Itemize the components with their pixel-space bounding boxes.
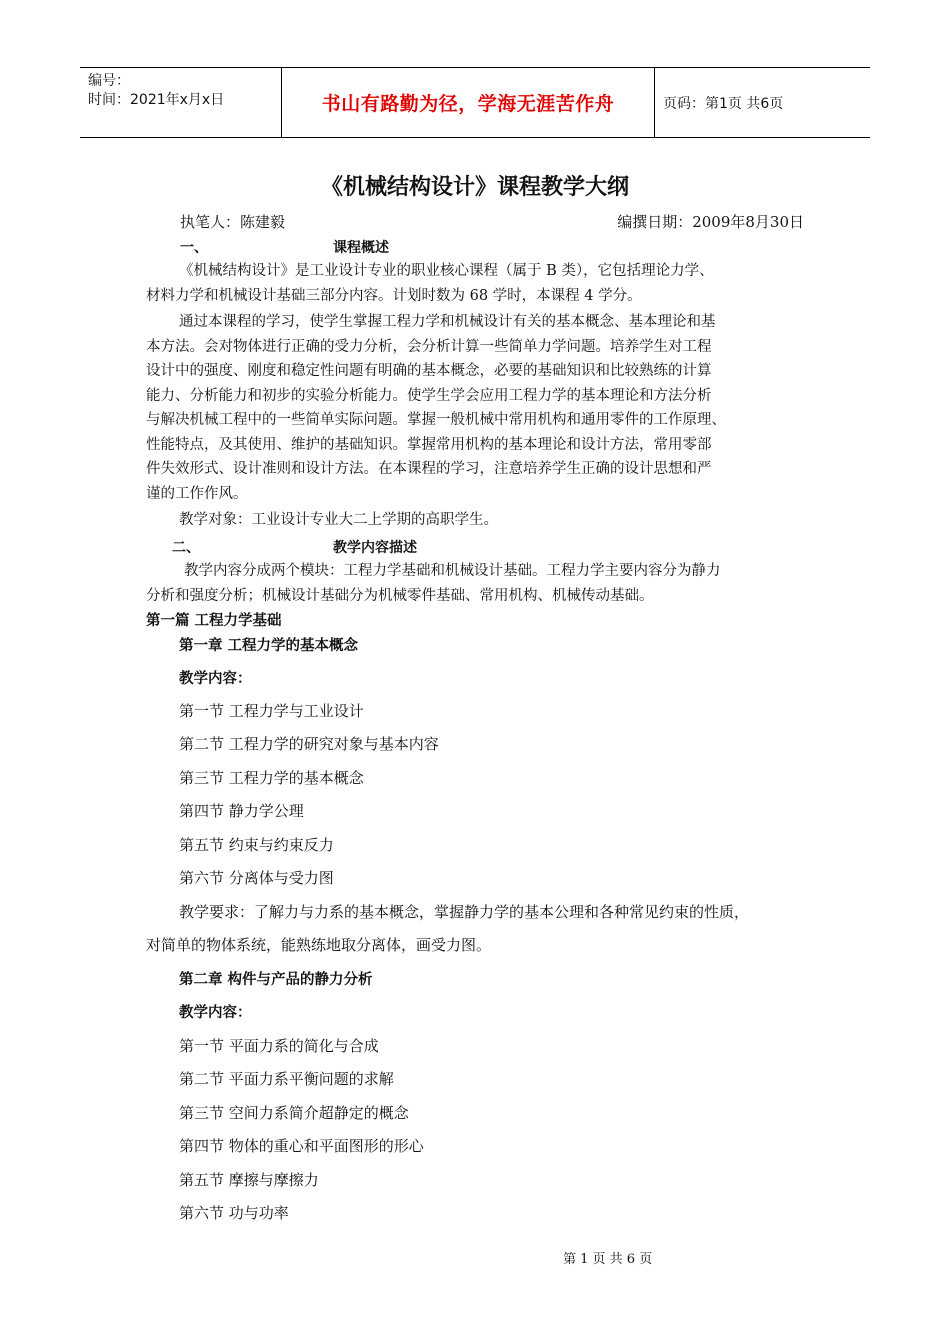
date-line: 编撰日期：2009年8月30日 bbox=[617, 213, 804, 231]
paragraph-overview bbox=[146, 259, 816, 308]
ch1-item-4: 第四节 静力学公理 bbox=[179, 802, 304, 820]
section-2-title: 教学内容描述 bbox=[333, 540, 417, 556]
ch1-item-2: 第二节 工程力学的研究对象与基本内容 bbox=[179, 735, 439, 753]
header-page-cell bbox=[655, 68, 870, 137]
time-label: 时间：2021年x月x日 bbox=[88, 92, 225, 108]
page-footer: 第 1 页 共 6 页 bbox=[563, 1252, 653, 1267]
header-table bbox=[80, 67, 870, 138]
objectives-line-6: 性能特点，及其使用、维护的基础知识。掌握常用机构的基本理论和设计方法，常用零部 bbox=[146, 436, 712, 453]
part-1-heading: 第一篇 工程力学基础 bbox=[146, 613, 282, 629]
header-motto-cell bbox=[282, 68, 655, 137]
ch2-item-2: 第二节 平面力系平衡问题的求解 bbox=[179, 1070, 394, 1088]
motto-text: 书山有路勤为径，学海无涯苦作舟 bbox=[321, 93, 615, 115]
ch1-requirement-line-2: 对简单的物体系统，能熟练地取分离体，画受力图。 bbox=[146, 936, 492, 954]
objectives-line-2: 本方法。会对物体进行正确的受力分析，会分析计算一些简单力学问题。培养学生对工程 bbox=[146, 338, 712, 355]
header-left-cell bbox=[80, 68, 282, 137]
ch1-item-1: 第一节 工程力学与工业设计 bbox=[179, 702, 364, 720]
chapter-1-heading: 第一章 工程力学的基本概念 bbox=[179, 638, 359, 654]
objectives-line-5: 与解决机械工程中的一些简单实际问题。掌握一般机械中常用机构和通用零件的工作原理、 bbox=[146, 412, 726, 428]
paragraph-objectives bbox=[146, 310, 816, 506]
section-2-number: 二、 bbox=[172, 540, 200, 556]
ch1-item-5: 第五节 约束与约束反力 bbox=[179, 836, 334, 854]
page-info: 页码：第1页 共6页 bbox=[663, 95, 784, 112]
chapter-1-content-label: 教学内容： bbox=[179, 671, 252, 687]
ch1-requirement-line-1: 教学要求：了解力与力系的基本概念，掌握静力学的基本公理和各种常见约束的性质， bbox=[179, 903, 750, 921]
section-1-number: 一、 bbox=[180, 240, 208, 256]
paragraph-target bbox=[146, 508, 816, 533]
overview-line-1: 《机械结构设计》是工业设计专业的职业核心课程（属于 B 类），它包括理论力学、 bbox=[179, 263, 714, 279]
number-label: 编号： bbox=[88, 73, 130, 89]
ch2-item-5: 第五节 摩擦与摩擦力 bbox=[179, 1171, 319, 1189]
content-desc-line-2: 分析和强度分析；机械设计基础分为机械零件基础、常用机构、机械传动基础。 bbox=[146, 587, 654, 604]
author-line: 执笔人：陈建毅 bbox=[180, 213, 286, 231]
document-title: 《机械结构设计》课程教学大纲 bbox=[320, 175, 629, 200]
ch1-item-3: 第三节 工程力学的基本概念 bbox=[179, 769, 364, 787]
ch1-item-6: 第六节 分离体与受力图 bbox=[179, 869, 334, 887]
chapter-2-heading: 第二章 构件与产品的静力分析 bbox=[179, 972, 373, 988]
ch2-item-3: 第三节 空间力系简介超静定的概念 bbox=[179, 1104, 409, 1122]
overview-line-2: 材料力学和机械设计基础三部分内容。计划时数为 68 学时，本课程 4 学分。 bbox=[146, 287, 642, 304]
objectives-line-7: 件失效形式、设计准则和设计方法。在本课程的学习，注意培养学生正确的设计思想和严 bbox=[146, 461, 712, 477]
ch2-item-6: 第六节 功与功率 bbox=[179, 1204, 289, 1222]
paragraph-content-desc bbox=[146, 559, 816, 608]
objectives-line-4: 能力、分析能力和初步的实验分析能力。使学生学会应用工程力学的基本理论和方法分析 bbox=[146, 387, 712, 404]
target-line: 教学对象：工业设计专业大二上学期的高职学生。 bbox=[179, 512, 498, 528]
objectives-line-3: 设计中的强度、刚度和稳定性问题有明确的基本概念，必要的基础知识和比较熟练的计算 bbox=[146, 363, 712, 379]
objectives-line-8: 谨的工作作风。 bbox=[146, 485, 248, 502]
section-1-title: 课程概述 bbox=[333, 240, 389, 256]
chapter-2-content-label: 教学内容： bbox=[179, 1005, 252, 1021]
objectives-line-1: 通过本课程的学习，使学生掌握工程力学和机械设计有关的基本概念、基本理论和基 bbox=[179, 314, 716, 330]
ch2-item-1: 第一节 平面力系的简化与合成 bbox=[179, 1037, 379, 1055]
ch2-item-4: 第四节 物体的重心和平面图形的形心 bbox=[179, 1137, 424, 1155]
content-desc-line-1: 教学内容分成两个模块：工程力学基础和机械设计基础。工程力学主要内容分为静力 bbox=[184, 563, 721, 579]
